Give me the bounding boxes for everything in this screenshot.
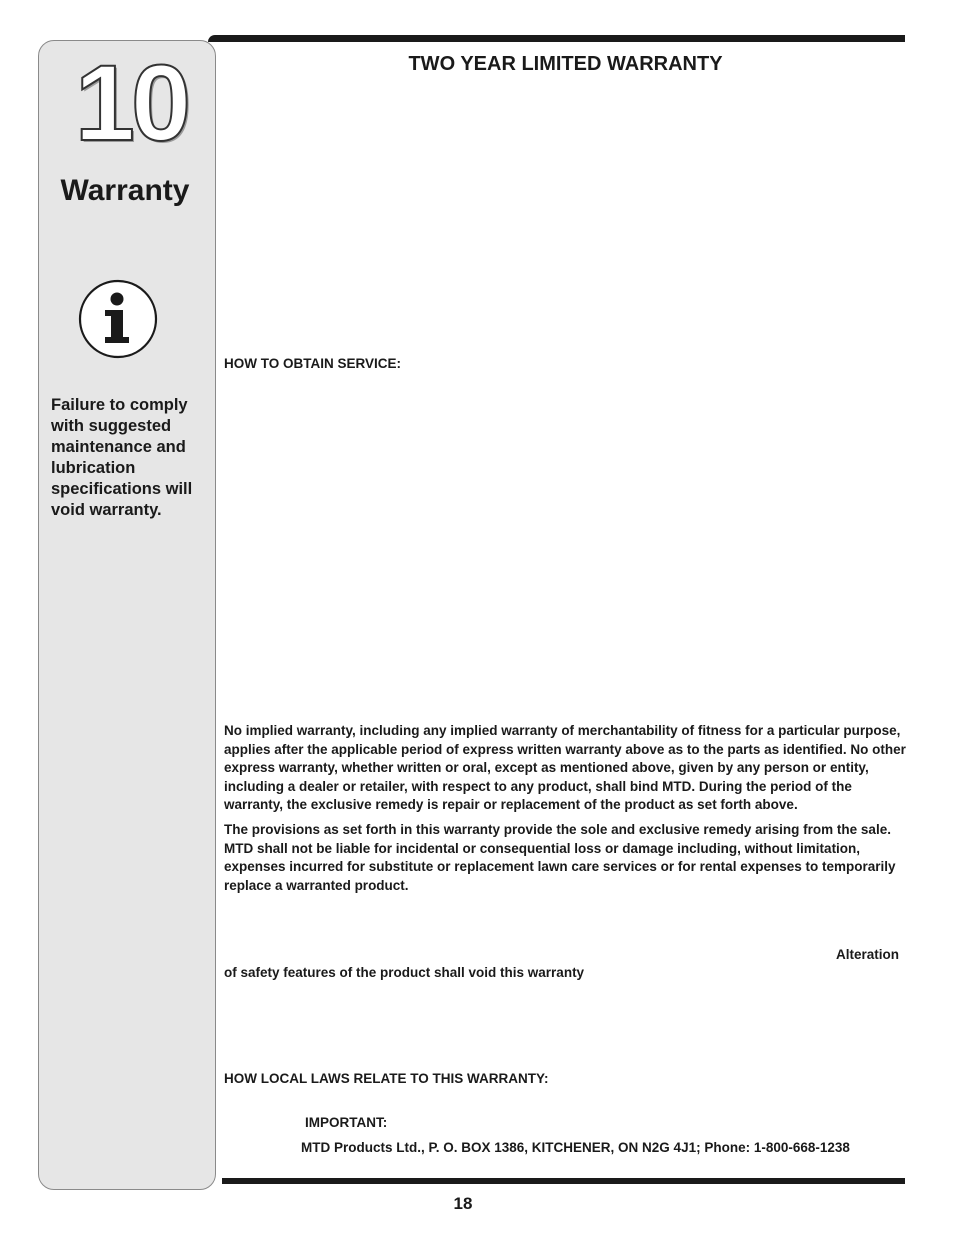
bottom-rule xyxy=(222,1178,905,1184)
maintenance-note: Failure to comply with suggested maintenance and lubrication specifications will void warranty. xyxy=(51,396,193,519)
chapter-number: 10 xyxy=(74,42,188,163)
provisions-paragraph: The provisions as set forth in this warranty provide the sole and exclusive remedy arising from the sale. MTD shall not be liable for incidental or consequential loss or damage including, without limitation, expenses incurred for substitute or replacement lawn care services or for rental expenses to temporarily replace a warranted product. xyxy=(224,822,896,893)
warranty-title: TWO YEAR LIMITED WARRANTY xyxy=(408,53,723,75)
contact-line: MTD Products Ltd., P. O. BOX 1386, KITCHENER, ON N2G 4J1; Phone: 1-800-668-1238 xyxy=(301,1140,850,1155)
how-to-obtain-service-heading: HOW TO OBTAIN SERVICE: xyxy=(224,356,402,371)
top-rule xyxy=(208,35,905,42)
local-laws-heading: HOW LOCAL LAWS RELATE TO THIS WARRANTY: xyxy=(224,1071,549,1086)
implied-warranty-paragraph: No implied warranty, including any implied warranty of merchantability of fitness for a particular purpose, applies after the applicable period of express written warranty above as to the parts as identified. No other express warranty, whether written or oral, except as mentioned above, given by any person or entity, including a dealer or retailer, with respect to any product, shall bind MTD. During the period of the warranty, the exclusive remedy is repair or replacement of the product as set forth above. xyxy=(224,723,906,812)
info-icon xyxy=(78,279,158,359)
page-number: 18 xyxy=(453,1194,473,1213)
alteration-word: Alteration xyxy=(836,947,900,962)
chapter-sidebar xyxy=(38,40,216,1190)
alteration-continuation: of safety features of the product shall void this warranty xyxy=(224,965,585,980)
chapter-title: Warranty xyxy=(60,174,190,207)
important-label: IMPORTANT: xyxy=(305,1115,388,1130)
